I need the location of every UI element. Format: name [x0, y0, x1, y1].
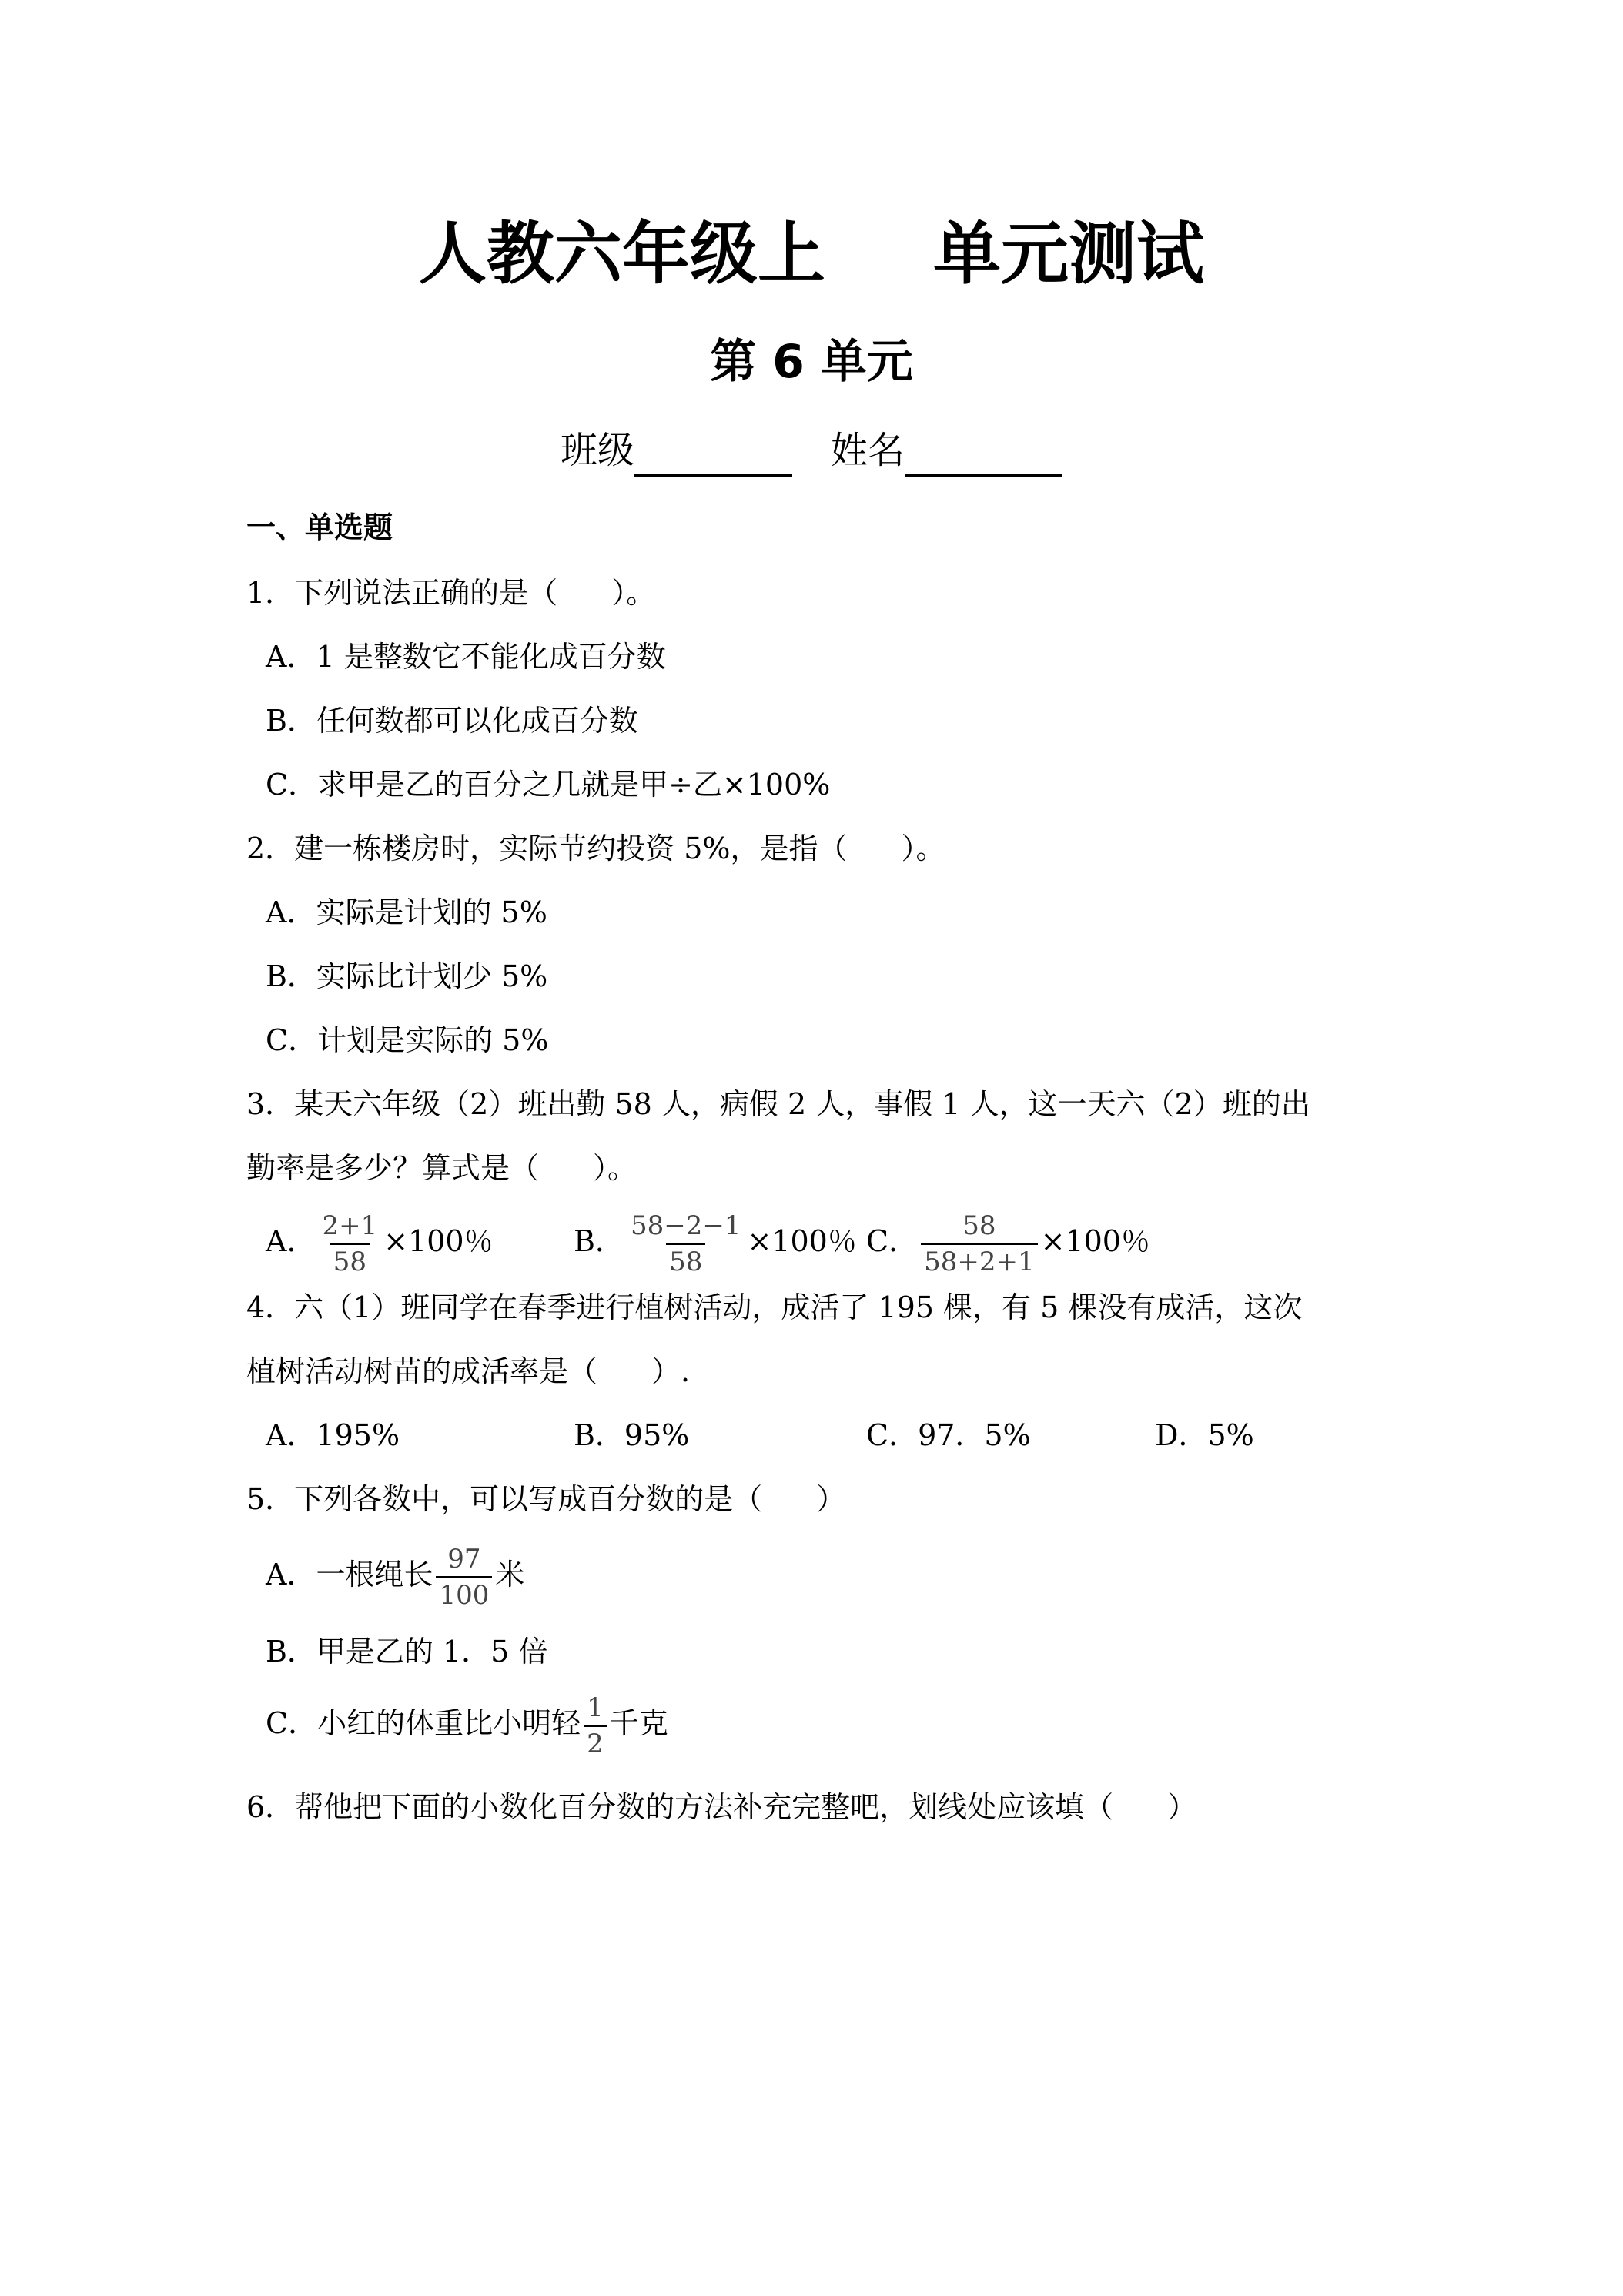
fraction: $\frac{97}{100}$	[436, 1544, 492, 1611]
question-2-stem: 2．建一栋楼房时，实际节约投资 5%，是指（ ）。	[246, 832, 945, 865]
fraction: $\frac{2+1}{58}$	[322, 1210, 378, 1277]
student-info	[0, 423, 1623, 477]
page-title	[0, 216, 1623, 293]
question-3-option-c[interactable]: C． $\frac{58}{58+2+1}$ ×100％	[866, 1210, 1150, 1277]
question-3-option-a[interactable]: A． $\frac{2+1}{58}$ ×100％	[266, 1210, 494, 1277]
question-6-stem: 6．帮他把下面的小数化百分数的方法补充完整吧，划线处应该填（ ）	[246, 1790, 1197, 1824]
unit-title: 第 6 单元	[710, 335, 913, 389]
question-3-stem: 3．某天六年级（2）班出勤 58 人，病假 2 人，事假 1 人，这一天六（2）班的出	[246, 1087, 1310, 1121]
question-1-stem: 1．下列说法正确的是（ ）。	[246, 576, 656, 610]
fraction: $\frac{58-2-1}{58}$	[630, 1210, 741, 1277]
name-blank[interactable]	[905, 434, 1062, 477]
question-4-stem: 4．六（1）班同学在春季进行植树活动，成活了 195 棵，有 5 棵没有成活，这次	[246, 1290, 1303, 1324]
question-4-stem-line2: 植树活动树苗的成活率是（ ）.	[246, 1354, 691, 1388]
question-1-option-b[interactable]: B．任何数都可以化成百分数	[266, 704, 638, 738]
name-label: 姓名	[831, 429, 905, 472]
question-4-option-d[interactable]: D．5%	[1155, 1418, 1254, 1452]
title-left: 人教六年级上	[418, 214, 825, 293]
fraction: $\frac{1}{2}$	[584, 1692, 607, 1759]
class-label: 班级	[560, 429, 634, 472]
question-5-option-c[interactable]: C．小红的体重比小明轻 $\frac{1}{2}$ 千克	[266, 1692, 668, 1759]
title-right: 单元测试	[933, 214, 1205, 293]
fraction: $\frac{58}{58+2+1}$	[921, 1210, 1038, 1277]
question-1-option-c[interactable]: C．求甲是乙的百分之几就是甲÷乙×100%	[266, 768, 831, 802]
question-2-option-c[interactable]: C．计划是实际的 5%	[266, 1023, 549, 1057]
class-blank[interactable]	[634, 434, 792, 477]
question-2-option-a[interactable]: A．实际是计划的 5%	[266, 895, 547, 929]
question-4-option-c[interactable]: C．97．5%	[866, 1418, 1031, 1452]
question-1-option-a[interactable]: A．1 是整数它不能化成百分数	[266, 640, 666, 674]
question-5-option-a[interactable]: A．一根绳长 $\frac{97}{100}$ 米	[266, 1544, 525, 1611]
question-4-option-b[interactable]: B．95%	[574, 1418, 690, 1452]
question-4-option-a[interactable]: A．195%	[266, 1418, 400, 1452]
question-5-stem: 5．下列各数中，可以写成百分数的是（ ）	[246, 1482, 846, 1516]
section-title: 一、单选题	[246, 510, 393, 544]
question-5-option-b[interactable]: B．甲是乙的 1．5 倍	[266, 1635, 548, 1668]
question-2-option-b[interactable]: B．实际比计划少 5%	[266, 959, 548, 993]
question-3-stem-line2: 勤率是多少？算式是（ ）。	[246, 1151, 637, 1185]
question-3-option-b[interactable]: B． $\frac{58-2-1}{58}$ ×100％	[574, 1210, 857, 1277]
